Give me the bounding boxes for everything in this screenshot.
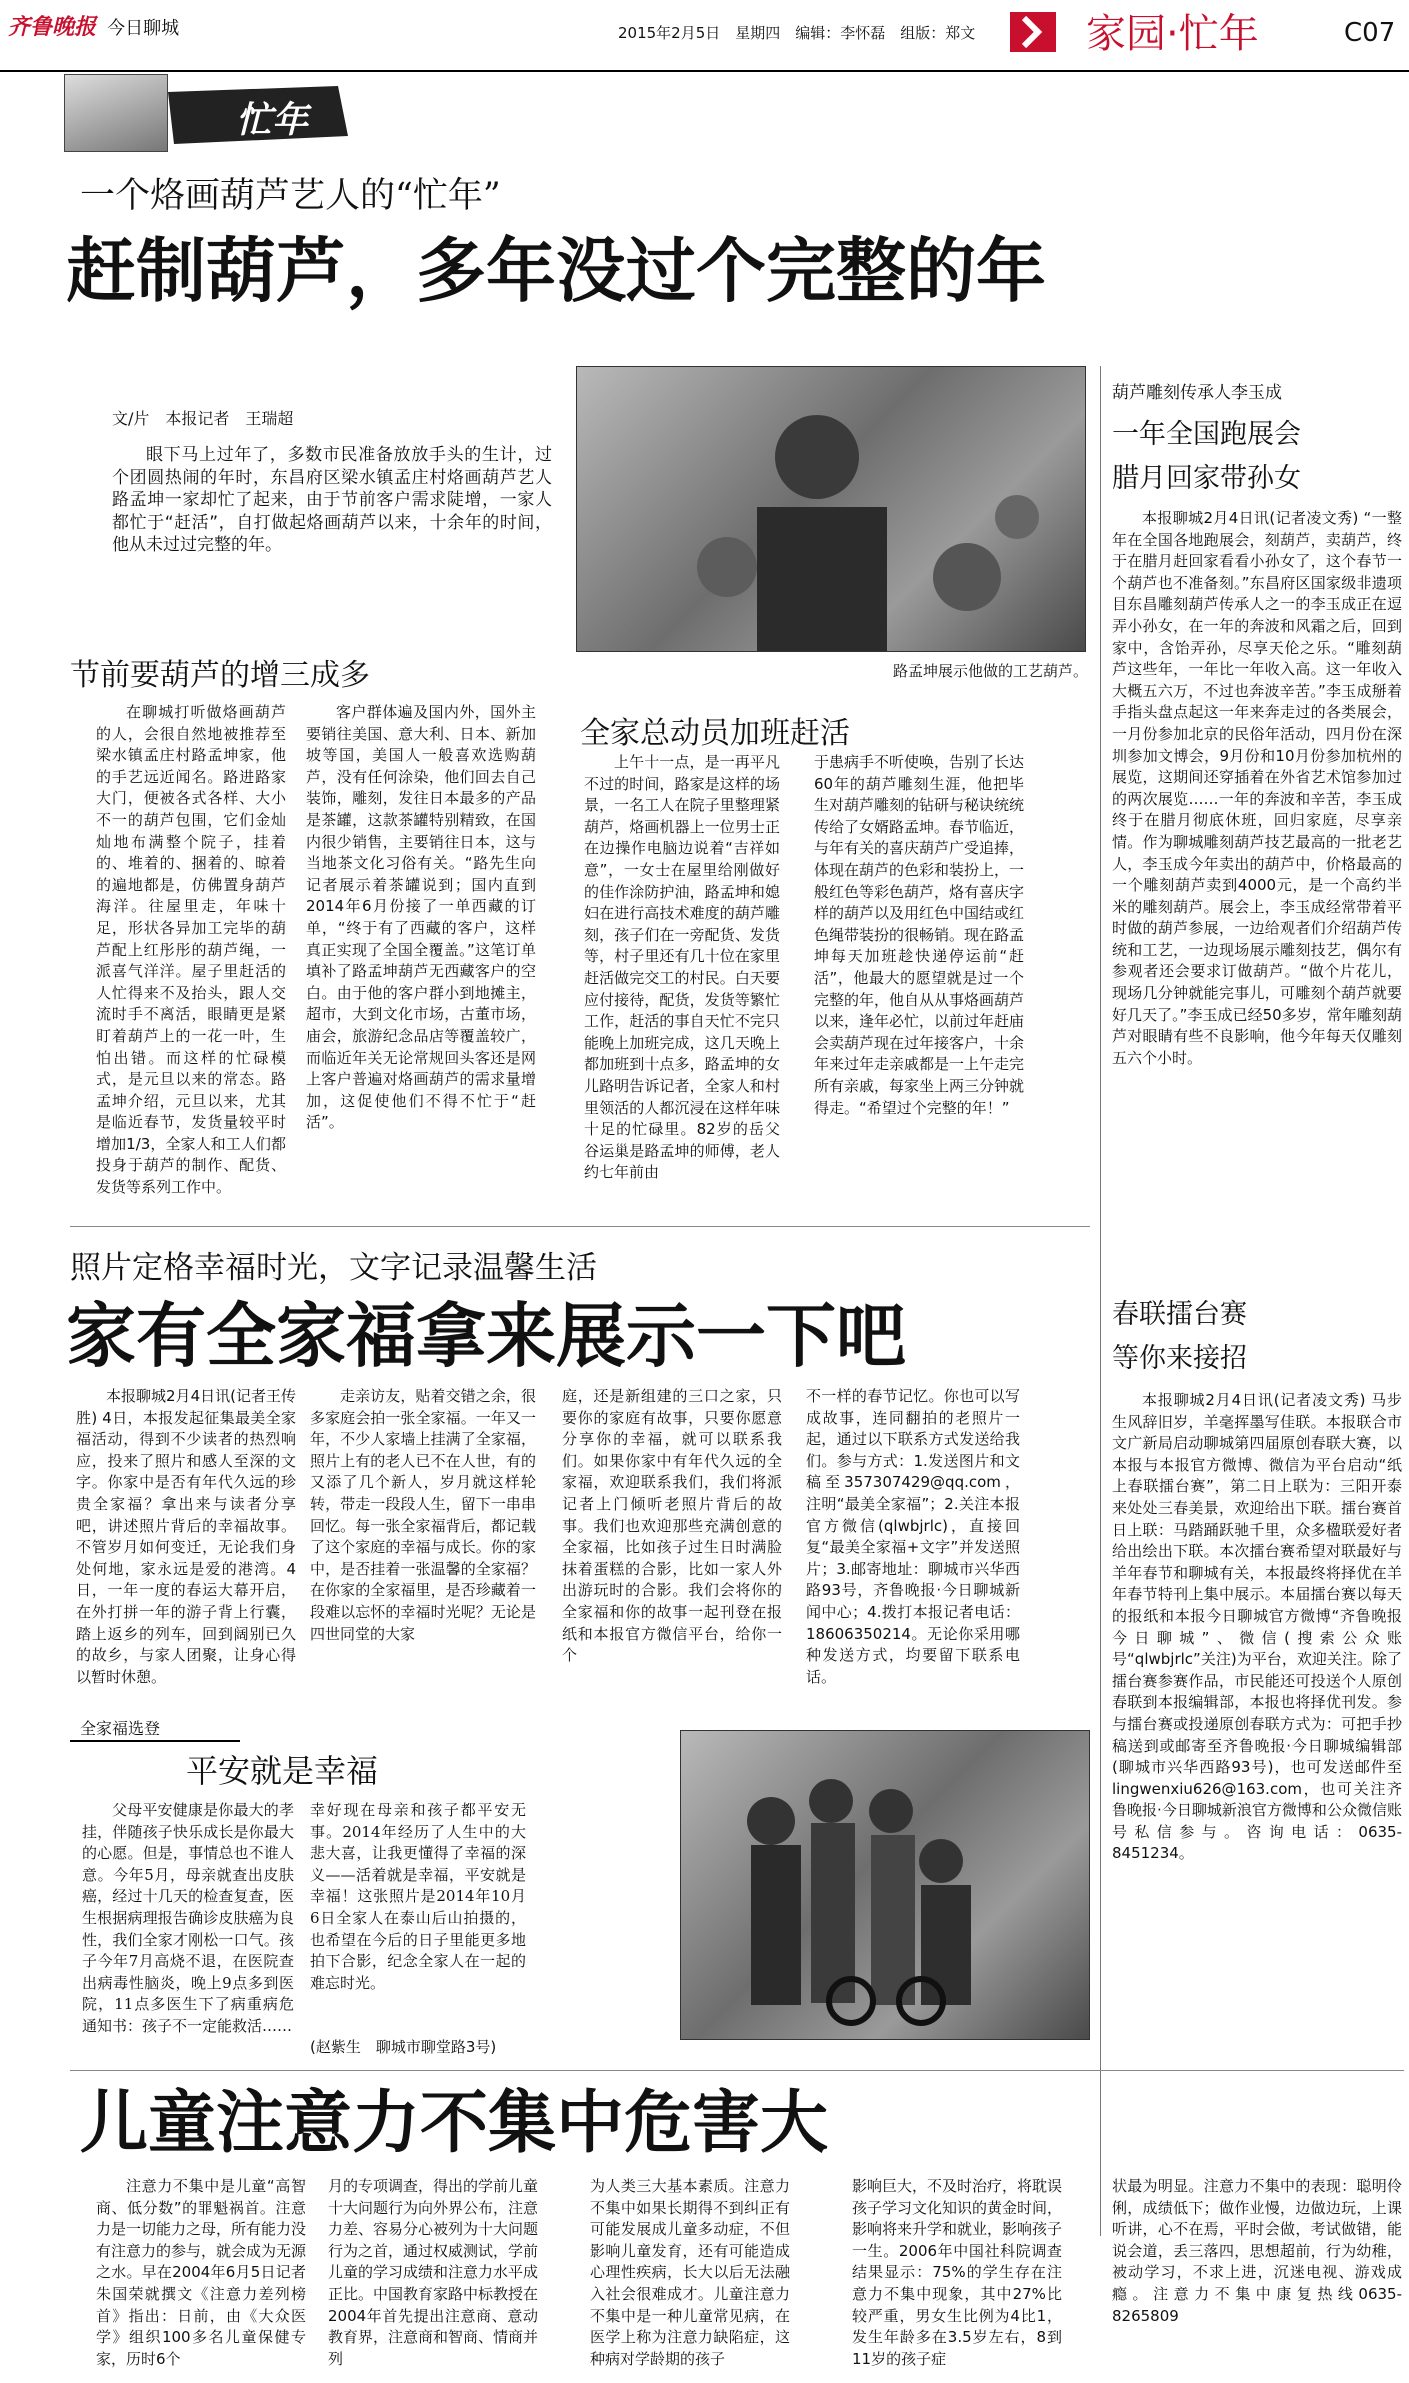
article1-column-2-text: 客户群体遍及国内外，国外主要销往美国、意大利、日本、新加坡等国，美国人一般喜欢选购葫芦，没有任何涂染，他们回去自己装饰，雕刻，发往日本最多的产品是茶罐，这款茶罐特别精致，在国内很少销售，主要销往日本，这与当地茶文化习俗有关。“路先生向记者展示着茶罐说到；国内直到2014年6月份接了一单西藏的订单，“终于有了西藏的客户，这样真正实现了全国全覆盖。”这笔订单填补了路孟坤葫芦无西藏客户的空白。由于他的客户群小到地摊主，超市，大到文化市场，古董市场，庙会，旅游纪念品店等覆盖较广，而临近年关无论常规回头客还是网上客户普遍对烙画葫芦的需求量增加，这促使他们不得不忙于“赶活”。 <box>306 703 536 1132</box>
article2-column-4-text: 不一样的春节记忆。你也可以写成故事，连同翻拍的老照片一起，通过以下联系方式发送给我们。参与方式：1.发送图片和文稿至357307429@qq.com，注明“最美全家福”；2.关注本报官方微信(qlwbjrlc)，直接回复“最美全家福+文字”并发送照片；3.邮寄地址：聊城市兴华西路93号，齐鲁晚报·今日聊城新闻中心；4.拨打本报记者电话：18606350214。无论你采用哪种发送方式，均要留下联系电话。 <box>806 1387 1020 1686</box>
badge-label: 忙年 <box>236 99 309 141</box>
article3-headline: 儿童注意力不集中危害大 <box>80 2083 829 2163</box>
page-number: C07 <box>1344 18 1396 48</box>
header-rule <box>0 70 1409 72</box>
article3-column-2 <box>328 2176 538 2376</box>
masthead-name: 齐鲁晚报 <box>8 14 97 40</box>
article1-subhead-2: 全家总动员加班赶活 <box>580 716 850 751</box>
article1-column-1-text: 在聊城打听做烙画葫芦的人，会很自然地被推荐至梁水镇孟庄村路孟坤家，他的手艺远近闻名。路进路家大门，便被各式各样、大小不一的葫芦包围，它们金灿灿地布满整个院子，挂着的、堆着的、捆着的、晾着的遍地都是，仿佛置身葫芦海洋。往屋里走，年味十足，形状各异加工完毕的葫芦配上红彤彤的葫芦绳，一派喜气洋洋。屋子里赶活的人忙得来不及抬头，跟人交流时手不离活，眼睛更是紧盯着葫芦上的一花一叶，生怕出错。而这样的忙碌模式，是元旦以来的常态。路孟坤介绍，元旦以来，尤其是临近春节，发货量较平时增加1/3，全家人和工人们都投身于葫芦的制作、配货、发货等系列工作中。 <box>96 703 286 1197</box>
article2-column-4 <box>806 1386 1020 1722</box>
family-column-1 <box>82 1800 294 2060</box>
article1-headline: 赶制葫芦，多年没过个完整的年 <box>66 229 1046 312</box>
article3-column-3-text: 为人类三大基本素质。注意力不集中如果长期得不到纠正有可能发展成儿童多动症，不但影响儿童发育，还有可能造成心理性疾病，长大以后无法融入社会很难成才。儿童注意力不集中是一种儿童常见病，在医学上称为注意力缺陷症，这种病对学龄期的孩子 <box>590 2177 790 2368</box>
side1-title-2: 腊月回家带孙女 <box>1112 463 1301 494</box>
article1-photo-caption: 路孟坤展示他做的工艺葫芦。 <box>892 662 1088 680</box>
article3-column-2-text: 月的专项调查，得出的学前儿童十大问题行为向外界公布，注意力差、容易分心被列为十大问题行为之首，通过权威测试，学前儿童的学习成绩和注意力水平成正比。中国教育家路中标教授在2004年首先提出注意商、意动教育界，注意商和智商、情商并列 <box>328 2177 538 2368</box>
article3-column-1 <box>96 2176 306 2376</box>
side1-body-text: 本报聊城2月4日讯(记者凌文秀) “一整年在全国各地跑展会，刻葫芦，卖葫芦，终于在腊月赶回家看看小孙女了，这个春节一个葫芦也不准备刻。”东昌府区国家级非遗项目东昌雕刻葫芦传承人之一的李玉成正在逗弄小孙女，在一年的奔波和风霜之后，回到家中，含饴弄孙，尽享天伦之乐。“雕刻葫芦这些年，一年比一年收入高。这一年收入大概五六万，不过也奔波辛苦。”李玉成掰着手指头盘点起这一年来奔走过的各类展会，一月份参加北京的民俗年活动，四月份在深圳参加文博会，9月份和10月份参加杭州的展览，这期间还穿插着在外省艺术馆参加过的两次展览……一年的奔波和辛苦，李玉成终于在腊月彻底休班，回归家庭，尽享亲情。作为聊城雕刻葫芦技艺最高的一批老艺人，李玉成今年卖出的葫芦中，价格最高的一个雕刻葫芦卖到4000元，是一个高约半米的雕刻葫芦。展会上，李玉成经常带着平时做的葫芦参展，一边给观者们介绍葫芦传统和工艺，一边现场展示雕刻技艺，偶尔有参观者还会要求订做葫芦。“做个片花儿，现场几分钟就能完事儿，可雕刻个葫芦就要好几天了。”李玉成已经50多岁，常年雕刻葫芦对眼睛有些不良影响，他今年每天仅雕刻五六个小时。 <box>1112 509 1402 1067</box>
article1-kicker: 一个烙画葫芦艺人的“忙年” <box>80 176 501 216</box>
side1-body <box>1112 508 1402 1272</box>
article1-byline: 文/片 本报记者 王瑞超 <box>112 409 294 428</box>
date-line: 2015年2月5日 星期四 编辑：李怀磊 组版：郑文 <box>618 24 976 42</box>
side2-body <box>1112 1390 1402 2058</box>
side2-body-text: 本报聊城2月4日讯(记者凌文秀) 马步生风辞旧岁，羊毫挥墨写佳联。本报联合市文广新局启动聊城第四届原创春联大赛，以本报与本报官方微博、微信为平台启动“纸上春联擂台赛”，第二日上联为：三阳开泰来处处三春美景，欢迎给出下联。擂台赛首日上联：马踏踊跃驰千里，众多楹联爱好者给出绘出下联。本次擂台赛希望对联最好与羊年春节和聊城有关，本报最终将择优在羊年春节特刊上集中展示。本届擂台赛以每天的报纸和本报今日聊城官方微博“齐鲁晚报今日聊城”、微信(搜索公众账号“qlwbjrlc”关注)为平台，欢迎关注。除了擂台赛参赛作品，市民能还可投送个人原创春联到本报编辑部，本报也将择优刊发。参与擂台赛或投递原创春联方式为：可把手抄稿送到或邮寄至齐鲁晚报·今日聊城编辑部(聊城市兴华西路93号)，也可发送邮件至lingwenxiu626@163.com，也可关注齐鲁晚报·今日聊城新浪官方微博和公众微信账号私信参与。咨询电话：0635-8451234。 <box>1112 1391 1402 1863</box>
article3-column-1-text: 注意力不集中是儿童“高智商、低分数”的罪魁祸首。注意力是一切能力之母，所有能力没有注意力的参与，就会成为无源之水。早在2004年6月5日记者朱国荣就撰文《注意力差列榜首》指出：日前，由《大众医学》组织100多名儿童保健专家，历时6个 <box>96 2177 306 2368</box>
article1-subhead-1: 节前要葫芦的增三成多 <box>70 658 370 693</box>
family-column-2 <box>310 1800 526 2036</box>
badge-photo <box>64 74 168 152</box>
family-tag <box>70 1716 240 1742</box>
article1-photo <box>576 366 1086 652</box>
family-signature: (赵紫生 聊城市聊堂路3号) <box>310 2038 497 2056</box>
article1-column-2 <box>306 702 536 1212</box>
section-title: 家园·忙年 <box>1086 11 1259 57</box>
article2-bottom-rule <box>70 2070 1404 2071</box>
article3-column-3 <box>590 2176 790 2376</box>
family-photo <box>680 1730 1090 2040</box>
family-column-1-text: 父母平安健康是你最大的孝挂，伴随孩子快乐成长是你最大的心愿。但是，事情总也不谁人意。今年5月，母亲就查出皮肤癌，经过十几天的检查复查，医生根据病理报告确诊皮肤癌为良性，我们全家才刚松一口气。孩子今年7月高烧不退，在医院查出病毒性脑炎，晚上9点多到医院，11点多医生下了病重病危通知书：孩子不一定能救活…… <box>82 1801 294 2035</box>
article1-lead <box>112 444 552 584</box>
article2-column-1 <box>76 1386 296 1722</box>
article2-column-2 <box>310 1386 536 1722</box>
article1-column-3 <box>584 752 780 1212</box>
article3-column-4 <box>852 2176 1062 2376</box>
article2-column-3-text: 庭，还是新组建的三口之家，只要你的家庭有故事，只要你愿意分享你的幸福，就可以联系我们。如果你家中有年代久远的全家福，欢迎联系我们，我们将派记者上门倾听老照片背后的故事。我们也欢迎那些充满创意的全家福，比如孩子过生日时满脸抹着蛋糕的合影，比如一家人外出游玩时的合影。我们会将你的全家福和你的故事一起刊登在报纸和本报官方微信平台，给你一个 <box>562 1387 782 1665</box>
masthead-edition: 今日聊城 <box>107 18 180 39</box>
article1-column-3-text: 上午十一点，是一再平凡不过的时间，路家是这样的场景，一名工人在院子里整理紧葫芦，烙画机器上一位男士正在边操作电脑边说着“吉祥如意”，一女士在屋里给刚做好的佳作涂防护油，路孟坤和媳妇在进行高技术难度的葫芦雕刻，孩子们在一旁配货、发货等，村子里还有几十位在家里赶活做完交工的村民。白天要应付接待，配货，发货等繁忙工作，赶活的事自天忙不完只能晚上加班完成，这几天晚上都加班到十点多，路孟坤的女儿路明告诉记者，全家人和村里领活的人都沉浸在这样年味十足的忙碌里。82岁的岳父谷运巢是路孟坤的师傅，老人约七年前由 <box>584 753 780 1182</box>
article1-lead-text: 眼下马上过年了，多数市民准备放放手头的生计，过个团圆热闹的年时，东昌府区梁水镇孟庄村烙画葫芦艺人路孟坤一家却忙了起来，由于节前客户需求陡增，一家人都忙于“赶活”，自打做起烙画葫芦以来，十余年的时间，他从未过过完整的年。 <box>112 445 552 555</box>
family-column-2-text: 幸好现在母亲和孩子都平安无事。2014年经历了人生中的大悲大喜，让我更懂得了幸福的深义——活着就是幸福，平安就是幸福！这张照片是2014年10月6日全家人在泰山后山拍摄的，也希望在今后的日子里能更多地拍下合影，纪念全家人在一起的难忘时光。 <box>310 1801 526 1992</box>
side2-title-2: 等你来接招 <box>1112 1343 1247 1374</box>
masthead <box>8 10 428 40</box>
side1-title-1: 一年全国跑展会 <box>1112 419 1301 450</box>
article2-kicker: 照片定格幸福时光，文字记录温馨生活 <box>70 1250 597 1286</box>
side1-label: 葫芦雕刻传承人李玉成 <box>1112 383 1282 403</box>
article2-column-2-text: 走亲访友，贴着交错之余，很多家庭会拍一张全家福。一年又一年，不少人家墙上挂满了全家福，照片上有的老人已不在人世，有的又添了几个新人，岁月就这样轮转，带走一段段人生，留下一串串回忆。每一张全家福背后，都记载了这个家庭的幸福与成长。你的家中，是否挂着一张温馨的全家福？在你家的全家福里，是否珍藏着一段难以忘怀的幸福时光呢？无论是四世同堂的大家 <box>310 1387 536 1643</box>
article2-headline: 家有全家福拿来展示一下吧 <box>66 1294 906 1377</box>
article1-column-4 <box>814 752 1024 1212</box>
article3-column-5-text: 状最为明显。注意力不集中的表现：聪明伶俐，成绩低下；做作业慢，边做边玩，上课听讲，心不在焉，平时会做，考试做错，能说会道，丢三落四，思想超前，行为幼稚，被动学习，不求上进，沉迷电视、游戏成瘾。注意力不集中康复热线0635-8265809 <box>1112 2177 1402 2325</box>
family-tag-label: 全家福选登 <box>80 1719 161 1738</box>
article1-column-1 <box>96 702 286 1212</box>
article2-column-3 <box>562 1386 782 1722</box>
section-chevron-icon <box>1010 12 1056 52</box>
article2-column-1-text: 本报聊城2月4日讯(记者王传胜) 4日，本报发起征集最美全家福活动，得到不少读者的热烈响应，投来了照片和感人至深的文字。你家中是否有年代久远的珍贵全家福？拿出来与读者分享吧，讲述照片背后的幸福故事。不管岁月如何变迁，无论我们身处何地，家永远是爱的港湾。4日，一年一度的春运大幕开启，在外打拼一年的游子背上行囊，踏上返乡的列车，回到阔别已久的故乡，与家人团聚，让身心得以暂时休憩。 <box>76 1387 296 1686</box>
article1-column-4-text: 于患病手不听使唤，告别了长达60年的葫芦雕刻生涯，他把毕生对葫芦雕刻的钻研与秘诀统统传给了女婿路孟坤。春节临近，与年有关的喜庆葫芦广受追捧，体现在葫芦的色彩和装扮上，一般红色等彩色葫芦，烙有喜庆字样的葫芦以及用红色中国结或红色绳带装扮的很畅销。现在路孟坤每天加班趁快递停运前“赶活”，他最大的愿望就是过一个完整的年，他自从从事烙画葫芦以来，逢年必忙，以前过年赶庙会卖葫芦现在过年接客户，十余年来过年走亲戚都是一上午走完所有亲戚，每家坐上两三分钟就得走。“希望过个完整的年！” <box>814 753 1024 1117</box>
article3-column-4-text: 影响巨大，不及时治疗，将耽误孩子学习文化知识的黄金时间，影响将来升学和就业，影响孩子一生。2006年中国社科院调查结果显示：75%的学生存在注意力不集中现象，其中27%比较严重，男女生比例为4比1，发生年龄多在3.5岁左右，8到11岁的孩子症 <box>852 2177 1062 2368</box>
sidebar-divider <box>1100 366 1101 2236</box>
article1-bottom-rule <box>70 1226 1090 1227</box>
side2-title-1: 春联擂台赛 <box>1112 1299 1247 1330</box>
family-title: 平安就是幸福 <box>186 1752 379 1790</box>
article3-column-5 <box>1112 2176 1402 2376</box>
